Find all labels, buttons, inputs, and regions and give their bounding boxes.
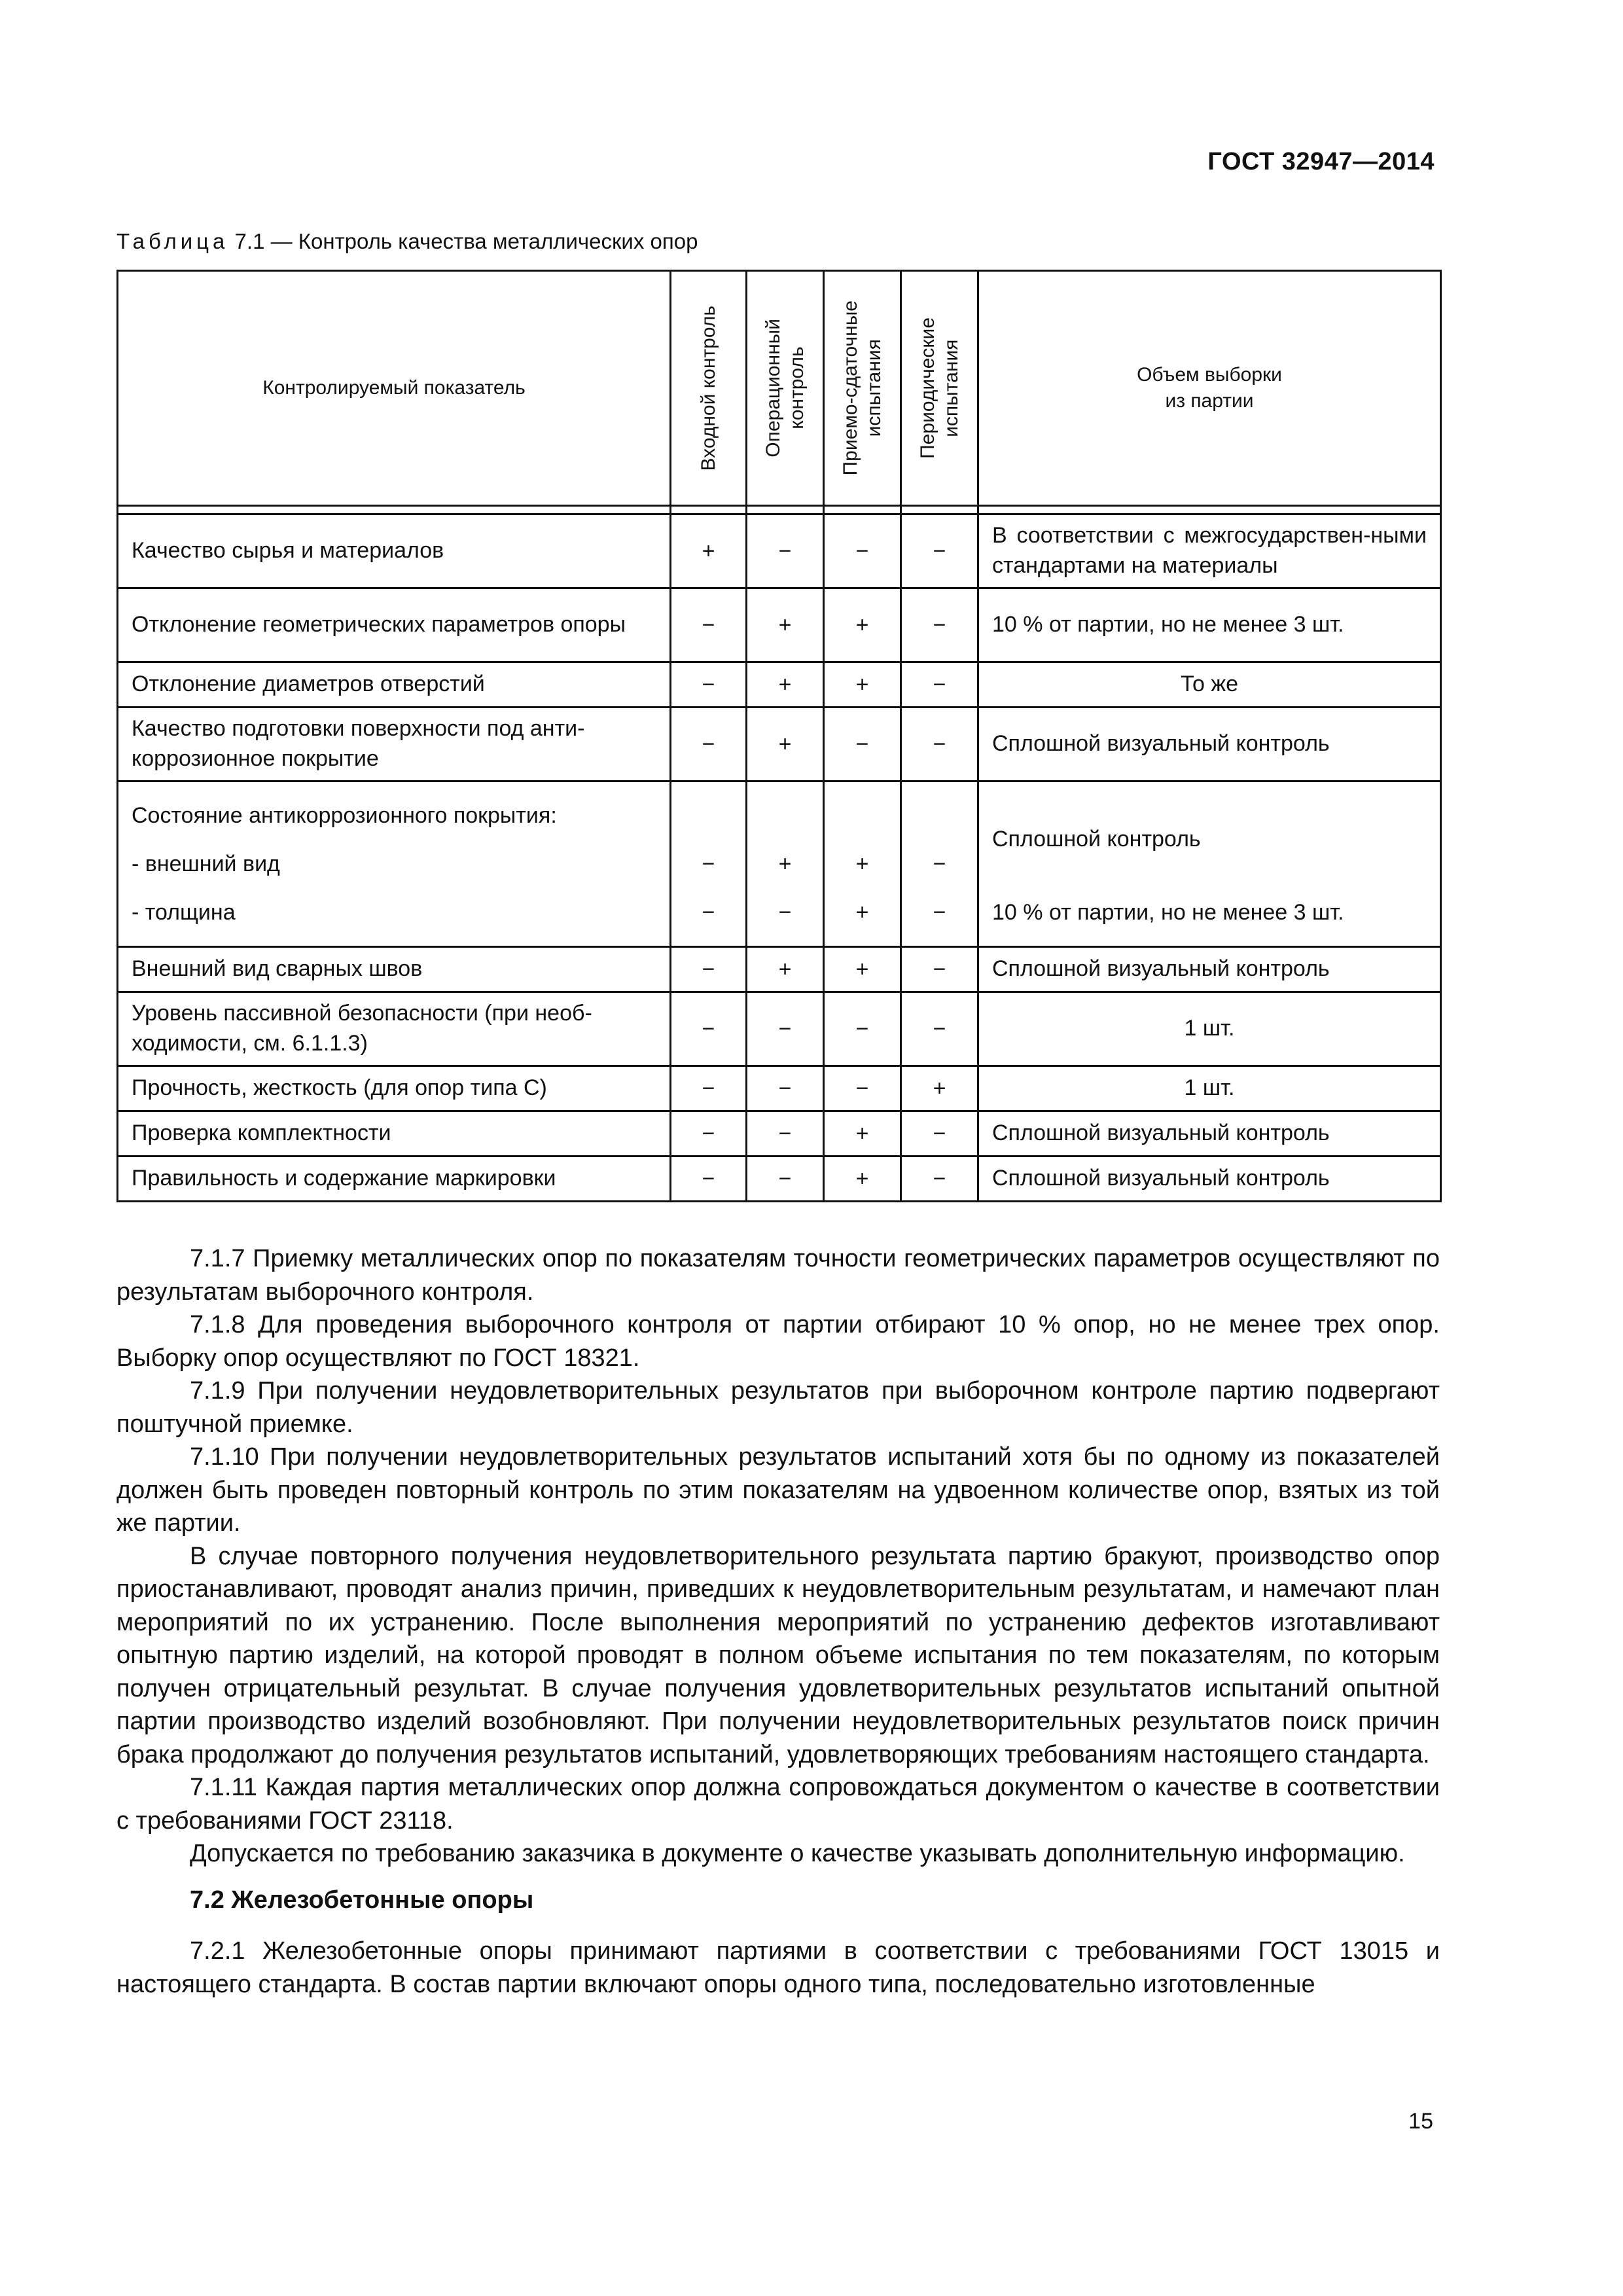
mark-incoming: − [671, 708, 747, 781]
row-sample: То же [978, 662, 1441, 708]
mark-periodic: − − [901, 781, 978, 947]
mark-acceptance: + [824, 947, 901, 992]
row-sample: Сплошной визуальный контроль [978, 708, 1441, 781]
header-operational: Операционный контроль [747, 271, 824, 506]
table-caption [116, 229, 698, 254]
paragraph-7-2-1: 7.2.1 Железобетонные опоры принимают партиями в соответствии с требованиями ГОСТ 13015 и настоящего стандарта. В состав партии включают опоры одного типа, последовательно изготовленные [116, 1937, 1440, 1998]
mark-operational: + [747, 708, 824, 781]
table-caption-prefix: Таблица [116, 229, 229, 253]
mark-incoming: − [671, 1111, 747, 1157]
paragraph-7-1-10: 7.1.10 При получении неудовлетворительных результатов испытаний хотя бы по одному из показателей должен быть проведен повторный контроль по этим показателям на удвоенном количестве опор, взятых из той же партии. [116, 1443, 1440, 1537]
mark-operational: − [747, 514, 824, 588]
table-row [118, 514, 1441, 588]
header-periodic: Периодические испытания [901, 271, 978, 506]
mark-periodic: − [901, 1111, 978, 1157]
paragraph-7-1-11-continued: Допускается по требованию заказчика в документе о качестве указывать дополнительную информацию. [190, 1840, 1405, 1867]
table-row [118, 662, 1441, 708]
mark-periodic: − [901, 588, 978, 662]
row-indicator: Внешний вид сварных швов [118, 947, 671, 992]
row-sample: В соответствии с межгосударствен-ными стандартами на материалы [978, 514, 1441, 588]
quality-control-table [116, 270, 1442, 1202]
mark-operational: + − [747, 781, 824, 947]
mark-operational: + [747, 947, 824, 992]
mark-incoming: − [671, 662, 747, 708]
table-row [118, 1111, 1441, 1157]
mark-operational: + [747, 588, 824, 662]
row-indicator: Качество подготовки поверхности под анти-коррозионное покрытие [118, 708, 671, 781]
mark-periodic: − [901, 662, 978, 708]
table-caption-title: 7.1 — Контроль качества металлических опор [228, 229, 698, 253]
mark-periodic: − [901, 992, 978, 1066]
row-sample: Сплошной визуальный контроль [978, 1157, 1441, 1202]
mark-periodic: − [901, 514, 978, 588]
page-number: 15 [1408, 2109, 1433, 2134]
row-indicator: Проверка комплектности [118, 1111, 671, 1157]
row-sample: 10 % от партии, но не менее 3 шт. [978, 588, 1441, 662]
header-indicator: Контролируемый показатель [118, 271, 671, 506]
table-row-coating [118, 781, 1441, 947]
paragraph-7-1-10-continued: В случае повторного получения неудовлетворительного результата партию бракуют, производство опор приостанавливают, проводят анализ причин, приведших к неудовлетворительным результатам, и намечают план мероприятий по их устранению. После выполнения мероприятий по устранению дефектов изготавливают опытную партию изделий, на которой проводят в полном объеме испытания по тем показателям, по которым получен отрицательный результат. В случае получения удовлетворительных результатов испытаний опытной партии производство изделий возобновляют. При получении неудовлетворительных результатов поиск причин брака продолжают до получения результатов испытаний, удовлетворяющих требованиям настоящего стандарта. [116, 1542, 1440, 1768]
standard-id: ГОСТ 32947—2014 [1207, 148, 1435, 175]
mark-acceptance: − [824, 1066, 901, 1111]
mark-operational: − [747, 1066, 824, 1111]
mark-periodic: − [901, 947, 978, 992]
mark-operational: − [747, 1157, 824, 1202]
paragraph-7-1-11: 7.1.11 Каждая партия металлических опор должна сопровождаться документом о качестве в соответствии с требованиями ГОСТ 23118. [116, 1774, 1440, 1835]
row-sample: 1 шт. [978, 992, 1441, 1066]
table-row [118, 1157, 1441, 1202]
row-indicator: Качество сырья и материалов [118, 514, 671, 588]
mark-incoming: − [671, 588, 747, 662]
row-sample: Сплошной визуальный контроль [978, 1111, 1441, 1157]
table-row [118, 947, 1441, 992]
mark-acceptance: + [824, 1157, 901, 1202]
mark-acceptance: + [824, 1111, 901, 1157]
table-row [118, 992, 1441, 1066]
row-sample: 1 шт. [978, 1066, 1441, 1111]
header-incoming: Входной контроль [671, 271, 747, 506]
mark-acceptance: + [824, 662, 901, 708]
row-indicator: Отклонение диаметров отверстий [118, 662, 671, 708]
table-row [118, 1066, 1441, 1111]
mark-incoming: − [671, 992, 747, 1066]
mark-operational: + [747, 662, 824, 708]
row-sample: Сплошной визуальный контроль [978, 947, 1441, 992]
paragraph-7-1-7: 7.1.7 Приемку металлических опор по показателям точности геометрических параметров осуществляют по результатам выборочного контроля. [116, 1245, 1440, 1306]
mark-incoming: − [671, 1157, 747, 1202]
row-indicator: Прочность, жесткость (для опор типа С) [118, 1066, 671, 1111]
header-acceptance: Приемо-сдаточные испытания [824, 271, 901, 506]
row-indicator: Правильность и содержание маркировки [118, 1157, 671, 1202]
mark-acceptance: − [824, 992, 901, 1066]
mark-periodic: − [901, 708, 978, 781]
mark-acceptance: + + [824, 781, 901, 947]
mark-acceptance: − [824, 514, 901, 588]
mark-incoming: − − [671, 781, 747, 947]
row-indicator: Уровень пассивной безопасности (при необ-ходимости, см. 6.1.1.3) [118, 992, 671, 1066]
table-header-row [118, 271, 1441, 506]
mark-incoming: + [671, 514, 747, 588]
mark-operational: − [747, 1111, 824, 1157]
mark-operational: − [747, 992, 824, 1066]
paragraph-7-1-9: 7.1.9 При получении неудовлетворительных результатов при выборочном контроле партию подвергают поштучной приемке. [116, 1377, 1440, 1438]
header-gap [118, 506, 1441, 514]
table-row [118, 708, 1441, 781]
row-indicator-coating: Состояние антикоррозионного покрытия: - внешний вид - толщина [118, 781, 671, 947]
header-sample: Объем выборки из партии [978, 271, 1441, 506]
table-row [118, 588, 1441, 662]
mark-periodic: − [901, 1157, 978, 1202]
mark-incoming: − [671, 947, 747, 992]
section-heading-7-2: 7.2 Железобетонные опоры [190, 1886, 534, 1914]
paragraph-7-1-8: 7.1.8 Для проведения выборочного контроля от партии отбирают 10 % опор, но не менее трех опор. Выборку опор осуществляют по ГОСТ 18321. [116, 1311, 1440, 1372]
mark-periodic: + [901, 1066, 978, 1111]
body-text [116, 1242, 1440, 2001]
mark-acceptance: − [824, 708, 901, 781]
row-sample-coating: Сплошной контроль 10 % от партии, но не менее 3 шт. [978, 781, 1441, 947]
row-indicator: Отклонение геометрических параметров опоры [118, 588, 671, 662]
mark-incoming: − [671, 1066, 747, 1111]
mark-acceptance: + [824, 588, 901, 662]
